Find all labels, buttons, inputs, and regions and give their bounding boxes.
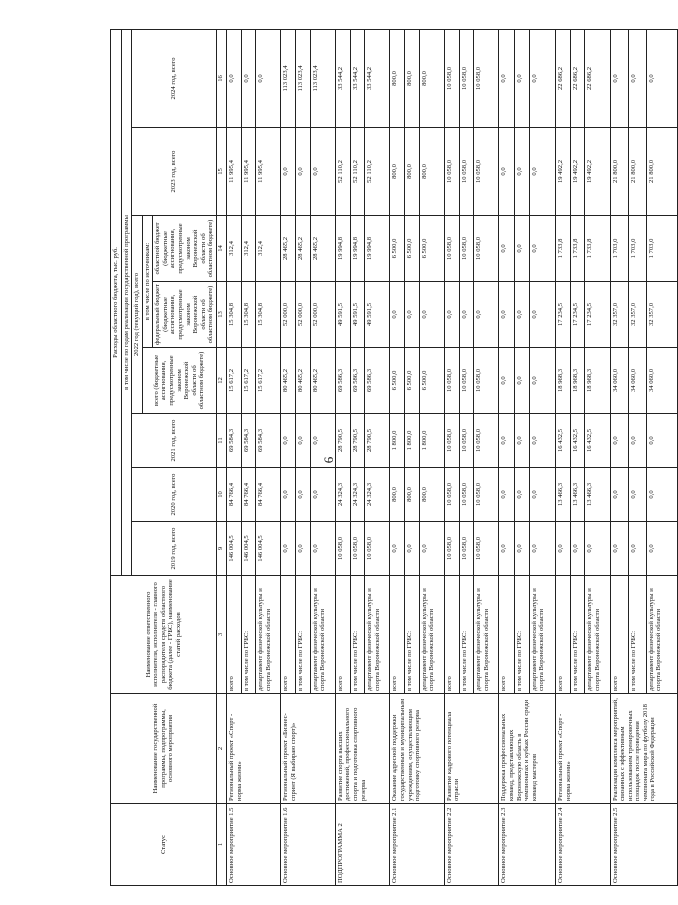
table-row — [390, 29, 405, 885]
value-cell: 1 800,0 — [390, 414, 405, 468]
header-2022-group: 2022 год (текущий год), всего — [132, 216, 143, 414]
value-cell: 0,0 — [646, 468, 677, 522]
value-cell: 800,0 — [390, 29, 405, 127]
value-cell: 19 994,8 — [350, 216, 365, 282]
value-cell: 0,0 — [310, 522, 335, 576]
value-cell: 69 586,3 — [350, 348, 365, 414]
status-cell: Основное мероприятие 1.5 — [226, 804, 280, 886]
header-federal: федеральный бюджет (бюджетные ассигнования, предусмотренные законом Воронежской области об областном бюджете) — [153, 282, 217, 348]
value-cell: 0,0 — [610, 468, 628, 522]
value-cell: 18 968,3 — [570, 348, 585, 414]
value-cell: 28 790,5 — [350, 414, 365, 468]
value-cell: 0,0 — [529, 468, 555, 522]
value-cell: 10 058,0 — [459, 29, 474, 127]
page-number: 6 — [321, 456, 336, 464]
value-cell: 15 304,8 — [256, 282, 281, 348]
value-cell: 69 586,3 — [365, 348, 390, 414]
responsible-cell: всего — [390, 576, 405, 694]
budget-table — [110, 29, 678, 886]
responsible-cell: всего — [281, 576, 296, 694]
value-cell: 800,0 — [405, 128, 420, 216]
value-cell: 800,0 — [419, 128, 444, 216]
header-status: Статус — [111, 804, 217, 886]
responsible-cell: в том числе по ГРБС: — [405, 576, 420, 694]
column-index-row — [216, 29, 226, 885]
responsible-cell: департамент физической культуры и спорта Воронежской области — [365, 576, 390, 694]
value-cell: 0,0 — [296, 522, 311, 576]
column-index: 1 — [216, 804, 226, 886]
responsible-cell: департамент физической культуры и спорта Воронежской области — [529, 576, 555, 694]
value-cell: 84 766,4 — [256, 468, 281, 522]
value-cell: 0,0 — [529, 348, 555, 414]
value-cell: 69 586,3 — [335, 348, 350, 414]
value-cell: 28 790,5 — [365, 414, 390, 468]
header-responsible: Наименование ответственного исполнителя, исполнителя - главного распорядителя средств областного бюджета (далее - ГРБС), наименование статей расходов — [111, 576, 217, 694]
value-cell: 0,0 — [281, 468, 296, 522]
value-cell: 15 617,2 — [256, 348, 281, 414]
value-cell: 10 058,0 — [335, 522, 350, 576]
value-cell: 800,0 — [390, 128, 405, 216]
value-cell: 0,0 — [310, 414, 335, 468]
status-cell: Основное мероприятие 2.2 — [444, 804, 498, 886]
table-body — [226, 29, 677, 885]
value-cell: 0,0 — [514, 29, 529, 127]
value-cell: 0,0 — [628, 29, 646, 127]
responsible-cell: в том числе по ГРБС: — [570, 576, 585, 694]
value-cell: 6 500,0 — [419, 216, 444, 282]
value-cell: 10 058,0 — [444, 128, 459, 216]
value-cell: 28 465,2 — [281, 216, 296, 282]
table-row — [335, 29, 350, 885]
value-cell: 24 324,3 — [365, 468, 390, 522]
status-cell: Основное мероприятие 1.6 — [281, 804, 335, 886]
header-sources: в том числе по источникам: — [142, 216, 153, 348]
value-cell: 22 686,2 — [556, 29, 571, 127]
value-cell: 800,0 — [419, 468, 444, 522]
value-cell: 0,0 — [281, 128, 296, 216]
value-cell: 0,0 — [499, 29, 514, 127]
value-cell: 49 591,5 — [350, 282, 365, 348]
responsible-cell: департамент физической культуры и спорта Воронежской области — [310, 576, 335, 694]
value-cell: 0,0 — [499, 128, 514, 216]
program-name-cell: Реализация комплекса мероприятий, связанных с эффективным использованием тренировочных площадок после проведения чемпионата мира по футболу 2018 года в Российской Федерации — [610, 694, 677, 804]
responsible-cell: департамент физической культуры и спорта Воронежской области — [585, 576, 610, 694]
table-row — [610, 29, 628, 885]
value-cell: 0,0 — [610, 414, 628, 468]
value-cell: 0,0 — [514, 282, 529, 348]
value-cell: 11 995,4 — [256, 128, 281, 216]
value-cell: 52 000,0 — [296, 282, 311, 348]
value-cell: 52 000,0 — [281, 282, 296, 348]
value-cell: 1 703,0 — [646, 216, 677, 282]
value-cell: 33 544,2 — [335, 29, 350, 127]
value-cell: 0,0 — [296, 414, 311, 468]
value-cell: 19 994,8 — [335, 216, 350, 282]
value-cell: 1 800,0 — [405, 414, 420, 468]
value-cell: 0,0 — [529, 522, 555, 576]
value-cell: 10 058,0 — [459, 522, 474, 576]
value-cell: 10 058,0 — [365, 522, 390, 576]
column-index: 9 — [216, 522, 226, 576]
header-regional: областной бюджет (бюджетные ассигнования, предусмотренные законом Воронежской области об областном бюджете) — [153, 216, 217, 282]
program-name-cell: Региональный проект «Бизнес-спринт (Я выбираю спорт)» — [281, 694, 335, 804]
value-cell: 11 995,4 — [226, 128, 241, 216]
column-index: 14 — [216, 216, 226, 282]
program-name-cell: Региональный проект «Спорт - норма жизни» — [556, 694, 610, 804]
value-cell: 1 733,8 — [570, 216, 585, 282]
value-cell: 0,0 — [444, 282, 459, 348]
header-name: Наименование государственной программы, подпрограммы, основного мероприятия — [111, 694, 217, 804]
value-cell: 16 432,5 — [556, 414, 571, 468]
value-cell: 0,0 — [585, 522, 610, 576]
column-index: 15 — [216, 128, 226, 216]
value-cell: 10 058,0 — [444, 468, 459, 522]
responsible-cell: в том числе по ГРБС: — [459, 576, 474, 694]
value-cell: 34 060,0 — [610, 348, 628, 414]
value-cell: 49 591,5 — [335, 282, 350, 348]
table-row — [499, 29, 514, 885]
table-row — [281, 29, 296, 885]
responsible-cell: департамент физической культуры и спорта Воронежской области — [419, 576, 444, 694]
value-cell: 113 023,4 — [281, 29, 296, 127]
value-cell: 52 110,2 — [350, 128, 365, 216]
budget-table-rotated — [110, 30, 678, 886]
status-cell: Основное мероприятие 2.3 — [499, 804, 556, 886]
value-cell: 80 465,2 — [281, 348, 296, 414]
value-cell: 10 058,0 — [444, 414, 459, 468]
responsible-cell: департамент физической культуры и спорта Воронежской области — [474, 576, 499, 694]
value-cell: 0,0 — [646, 414, 677, 468]
value-cell: 18 968,3 — [585, 348, 610, 414]
value-cell: 312,4 — [226, 216, 241, 282]
column-index: 11 — [216, 414, 226, 468]
value-cell: 146 004,5 — [226, 522, 241, 576]
value-cell: 34 060,0 — [628, 348, 646, 414]
responsible-cell: всего — [335, 576, 350, 694]
column-index: 2 — [216, 694, 226, 804]
value-cell: 0,0 — [405, 522, 420, 576]
header-2019: 2019 год, всего — [132, 522, 217, 576]
value-cell: 0,0 — [499, 282, 514, 348]
value-cell: 17 234,5 — [585, 282, 610, 348]
status-cell: Основное мероприятие 2.5 — [610, 804, 677, 886]
value-cell: 28 465,2 — [296, 216, 311, 282]
value-cell: 312,4 — [241, 216, 256, 282]
value-cell: 52 000,0 — [310, 282, 335, 348]
value-cell: 1 800,0 — [419, 414, 444, 468]
value-cell: 1 733,8 — [556, 216, 571, 282]
program-name-cell: Развитие спорта высших достижений, профессионального спорта и подготовка спортивного резерва — [335, 694, 389, 804]
value-cell: 0,0 — [529, 414, 555, 468]
value-cell: 28 790,5 — [335, 414, 350, 468]
value-cell: 28 465,2 — [310, 216, 335, 282]
value-cell: 10 058,0 — [474, 128, 499, 216]
value-cell: 84 766,4 — [241, 468, 256, 522]
table-row — [226, 29, 241, 885]
value-cell: 6 500,0 — [390, 348, 405, 414]
value-cell: 10 058,0 — [459, 414, 474, 468]
header-2024: 2024 год, всего — [132, 29, 217, 127]
value-cell: 1 733,8 — [585, 216, 610, 282]
value-cell: 0,0 — [419, 282, 444, 348]
value-cell: 1 703,0 — [628, 216, 646, 282]
value-cell: 0,0 — [241, 29, 256, 127]
value-cell: 6 500,0 — [405, 216, 420, 282]
responsible-cell: департамент физической культуры и спорта Воронежской области — [256, 576, 281, 694]
program-name-cell: Поддержка профессиональных команд, представляющих Воронежскую область в чемпионатах и кубках России среди команд мастеров — [499, 694, 556, 804]
value-cell: 33 544,2 — [365, 29, 390, 127]
value-cell: 0,0 — [529, 128, 555, 216]
column-index: 10 — [216, 468, 226, 522]
value-cell: 146 004,5 — [241, 522, 256, 576]
value-cell: 34 060,0 — [646, 348, 677, 414]
program-name-cell: Оказание адресной поддержки государственным и муниципальным учреждениям, осуществляющим подготовку спортивного резерва — [390, 694, 444, 804]
value-cell: 10 058,0 — [444, 522, 459, 576]
column-index: 3 — [216, 576, 226, 694]
value-cell: 21 800,0 — [610, 128, 628, 216]
value-cell: 13 466,3 — [585, 468, 610, 522]
responsible-cell: всего — [444, 576, 459, 694]
value-cell: 19 492,2 — [570, 128, 585, 216]
responsible-cell: в том числе по ГРБС: — [296, 576, 311, 694]
table-row — [556, 29, 571, 885]
value-cell: 24 324,3 — [335, 468, 350, 522]
value-cell: 113 023,4 — [296, 29, 311, 127]
value-cell: 10 058,0 — [459, 468, 474, 522]
responsible-cell: всего — [610, 576, 628, 694]
value-cell: 312,4 — [256, 216, 281, 282]
value-cell: 0,0 — [628, 468, 646, 522]
value-cell: 19 492,2 — [585, 128, 610, 216]
value-cell: 21 800,0 — [646, 128, 677, 216]
value-cell: 0,0 — [529, 282, 555, 348]
value-cell: 800,0 — [405, 468, 420, 522]
value-cell: 10 058,0 — [474, 414, 499, 468]
value-cell: 0,0 — [296, 128, 311, 216]
value-cell: 10 058,0 — [474, 468, 499, 522]
value-cell: 15 304,8 — [226, 282, 241, 348]
value-cell: 6 500,0 — [405, 348, 420, 414]
value-cell: 13 466,3 — [570, 468, 585, 522]
value-cell: 84 766,4 — [226, 468, 241, 522]
value-cell: 32 357,0 — [610, 282, 628, 348]
status-cell: Основное мероприятие 2.4 — [556, 804, 610, 886]
program-name-cell: Региональный проект «Спорт - норма жизни» — [226, 694, 280, 804]
value-cell: 0,0 — [281, 522, 296, 576]
value-cell: 10 058,0 — [474, 522, 499, 576]
value-cell: 0,0 — [474, 282, 499, 348]
value-cell: 69 584,3 — [226, 414, 241, 468]
value-cell: 19 492,2 — [556, 128, 571, 216]
value-cell: 0,0 — [499, 348, 514, 414]
value-cell: 0,0 — [405, 282, 420, 348]
value-cell: 0,0 — [610, 522, 628, 576]
value-cell: 0,0 — [256, 29, 281, 127]
value-cell: 80 465,2 — [296, 348, 311, 414]
value-cell: 1 703,0 — [610, 216, 628, 282]
value-cell: 800,0 — [390, 468, 405, 522]
value-cell: 0,0 — [226, 29, 241, 127]
value-cell: 10 058,0 — [350, 522, 365, 576]
value-cell: 24 324,3 — [350, 468, 365, 522]
value-cell: 146 004,5 — [256, 522, 281, 576]
value-cell: 33 544,2 — [350, 29, 365, 127]
value-cell: 0,0 — [628, 414, 646, 468]
responsible-cell: всего — [226, 576, 241, 694]
value-cell: 16 432,5 — [585, 414, 610, 468]
value-cell: 10 058,0 — [459, 348, 474, 414]
value-cell: 10 058,0 — [444, 29, 459, 127]
value-cell: 10 058,0 — [459, 128, 474, 216]
header-2023: 2023 год, всего — [132, 128, 217, 216]
value-cell: 18 968,3 — [556, 348, 571, 414]
value-cell: 11 995,4 — [241, 128, 256, 216]
value-cell: 17 234,5 — [570, 282, 585, 348]
value-cell: 0,0 — [281, 414, 296, 468]
responsible-cell: в том числе по ГРБС: — [514, 576, 529, 694]
value-cell: 0,0 — [646, 29, 677, 127]
program-name-cell: Развитие кадрового потенциала отрасли — [444, 694, 498, 804]
value-cell: 10 058,0 — [444, 216, 459, 282]
value-cell: 22 686,2 — [585, 29, 610, 127]
status-cell: Основное мероприятие 2.1 — [390, 804, 444, 886]
header-expenses: Расходы областного бюджета, тыс. руб. — [111, 29, 122, 575]
header-2020: 2020 год, всего — [132, 468, 217, 522]
value-cell: 0,0 — [529, 216, 555, 282]
value-cell: 15 617,2 — [241, 348, 256, 414]
value-cell: 32 357,0 — [628, 282, 646, 348]
responsible-cell: всего — [499, 576, 514, 694]
value-cell: 0,0 — [514, 128, 529, 216]
value-cell: 0,0 — [628, 522, 646, 576]
value-cell: 69 584,3 — [256, 414, 281, 468]
value-cell: 0,0 — [499, 414, 514, 468]
value-cell: 0,0 — [570, 522, 585, 576]
value-cell: 10 058,0 — [444, 348, 459, 414]
value-cell: 32 357,0 — [646, 282, 677, 348]
value-cell: 10 058,0 — [474, 29, 499, 127]
value-cell: 0,0 — [514, 468, 529, 522]
value-cell: 52 110,2 — [335, 128, 350, 216]
value-cell: 0,0 — [514, 414, 529, 468]
value-cell: 13 466,3 — [556, 468, 571, 522]
value-cell: 0,0 — [514, 216, 529, 282]
value-cell: 10 058,0 — [474, 216, 499, 282]
value-cell: 15 304,8 — [241, 282, 256, 348]
value-cell: 6 500,0 — [419, 348, 444, 414]
value-cell: 17 234,5 — [556, 282, 571, 348]
value-cell: 113 023,4 — [310, 29, 335, 127]
value-cell: 0,0 — [499, 468, 514, 522]
value-cell: 19 994,8 — [365, 216, 390, 282]
value-cell: 21 800,0 — [628, 128, 646, 216]
header-2021: 2021 год, всего — [132, 414, 217, 468]
value-cell: 0,0 — [610, 29, 628, 127]
table-row — [444, 29, 459, 885]
column-index: 12 — [216, 348, 226, 414]
value-cell: 0,0 — [556, 522, 571, 576]
status-cell: ПОДПРОГРАММА 2 — [335, 804, 389, 886]
value-cell: 80 465,2 — [310, 348, 335, 414]
value-cell: 10 058,0 — [474, 348, 499, 414]
value-cell: 22 686,2 — [570, 29, 585, 127]
value-cell: 0,0 — [310, 468, 335, 522]
value-cell: 69 584,3 — [241, 414, 256, 468]
value-cell: 52 110,2 — [365, 128, 390, 216]
value-cell: 15 617,2 — [226, 348, 241, 414]
responsible-cell: в том числе по ГРБС: — [350, 576, 365, 694]
responsible-cell: в том числе по ГРБС: — [628, 576, 646, 694]
value-cell: 0,0 — [499, 216, 514, 282]
responsible-cell: всего — [556, 576, 571, 694]
column-index: 16 — [216, 29, 226, 127]
responsible-cell: в том числе по ГРБС: — [241, 576, 256, 694]
header-by-years: в том числе по годам реализации государственной программы — [121, 29, 132, 575]
value-cell: 0,0 — [529, 29, 555, 127]
column-index: 13 — [216, 282, 226, 348]
value-cell: 0,0 — [310, 128, 335, 216]
value-cell: 800,0 — [405, 29, 420, 127]
value-cell: 49 591,5 — [365, 282, 390, 348]
value-cell: 0,0 — [390, 282, 405, 348]
value-cell: 0,0 — [499, 522, 514, 576]
value-cell: 0,0 — [514, 522, 529, 576]
value-cell: 800,0 — [419, 29, 444, 127]
value-cell: 16 432,5 — [570, 414, 585, 468]
value-cell: 0,0 — [296, 468, 311, 522]
value-cell: 6 500,0 — [390, 216, 405, 282]
value-cell: 0,0 — [390, 522, 405, 576]
value-cell: 10 058,0 — [459, 216, 474, 282]
header-2022-total: всего (бюджетные ассигнования, предусмотренные законом Воронежской области об областном бюджете) — [142, 348, 216, 414]
value-cell: 0,0 — [646, 522, 677, 576]
value-cell: 0,0 — [419, 522, 444, 576]
responsible-cell: департамент физической культуры и спорта Воронежской области — [646, 576, 677, 694]
value-cell: 0,0 — [459, 282, 474, 348]
value-cell: 0,0 — [514, 348, 529, 414]
